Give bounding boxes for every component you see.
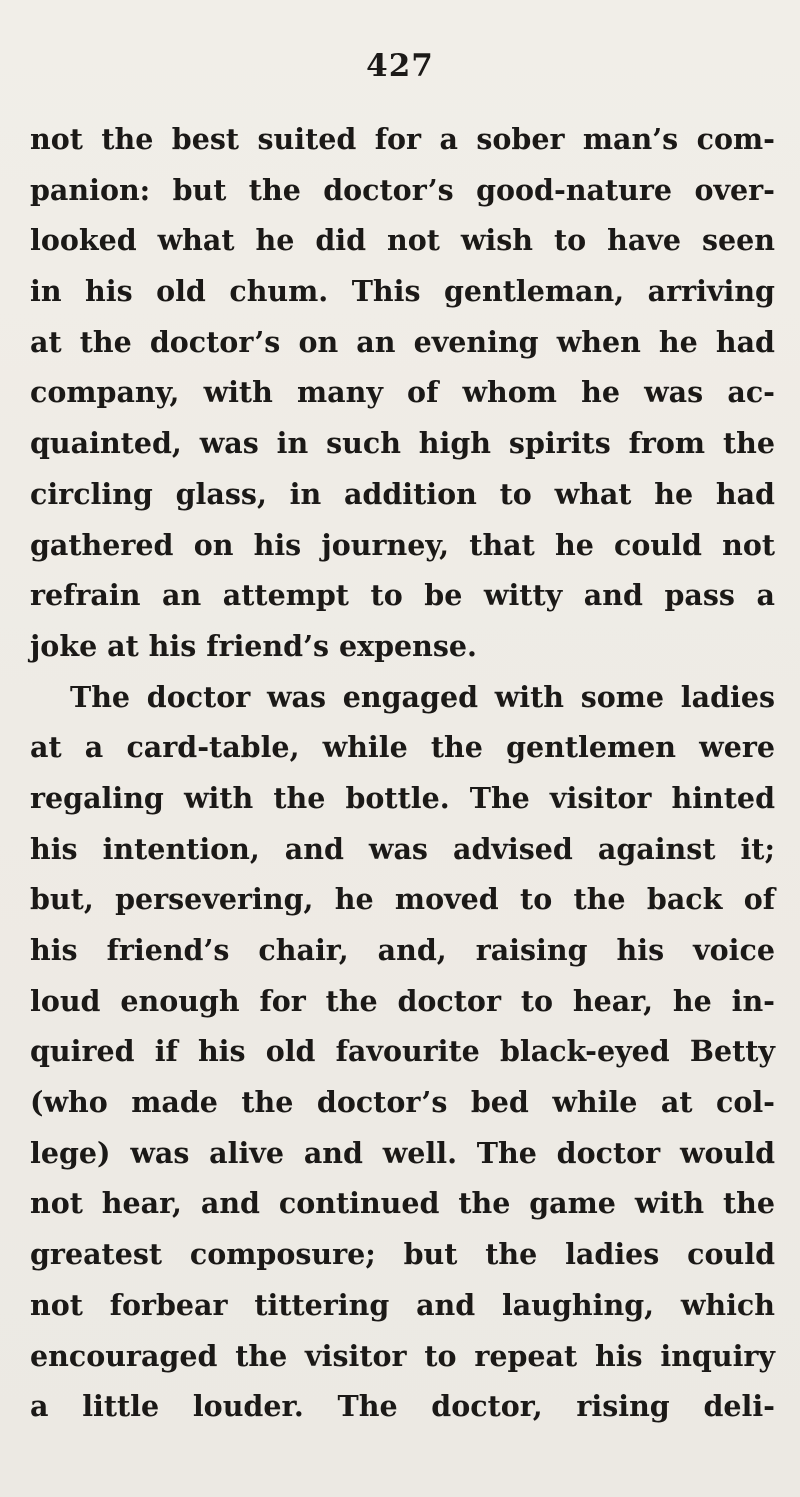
text-line: regaling with the bottle. The visitor hinted	[30, 780, 775, 815]
text-line: circling glass, in addition to what he had	[30, 476, 775, 511]
text-line: at a card-table, while the gentlemen were	[30, 730, 775, 765]
text-line: in his old chum. This gentleman, arriving	[30, 274, 775, 309]
text-line: his friend’s chair, and, raising his voice	[30, 933, 775, 967]
text-line-paragraph-end: joke at his friend’s expense.	[30, 628, 477, 663]
body-text	[30, 114, 775, 1432]
text-line: quainted, was in such high spirits from the	[30, 426, 775, 461]
text-line: panion: but the doctor’s good-nature over-	[30, 172, 775, 207]
text-line: gathered on his journey, that he could not	[30, 527, 775, 562]
text-line: a little louder. The doctor, rising deli-	[30, 1389, 775, 1424]
text-line: quired if his old favourite black-eyed Betty	[30, 1034, 775, 1069]
text-line: greatest composure; but the ladies could	[30, 1237, 775, 1272]
text-line: loud enough for the doctor to hear, he in-	[30, 983, 775, 1018]
page-number: 427	[366, 48, 434, 84]
text-line-paragraph-start: The doctor was engaged with some ladies	[70, 679, 775, 714]
text-line: (who made the doctor’s bed while at col-	[30, 1085, 775, 1120]
text-line: at the doctor’s on an evening when he had	[30, 324, 775, 359]
text-line: lege) was alive and well. The doctor would	[30, 1135, 775, 1170]
text-line: not the best suited for a sober man’s com-	[30, 122, 775, 156]
text-line: looked what he did not wish to have seen	[30, 223, 775, 258]
text-line: company, with many of whom he was ac-	[30, 375, 775, 410]
text-line: not forbear tittering and laughing, which	[30, 1287, 775, 1322]
text-line: refrain an attempt to be witty and pass a	[30, 578, 775, 613]
text-line: his intention, and was advised against it;	[30, 831, 775, 866]
text-line: but, persevering, he moved to the back of	[30, 882, 775, 917]
text-line: not hear, and continued the game with the	[30, 1186, 775, 1221]
text-line: encouraged the visitor to repeat his inquiry	[30, 1338, 775, 1373]
